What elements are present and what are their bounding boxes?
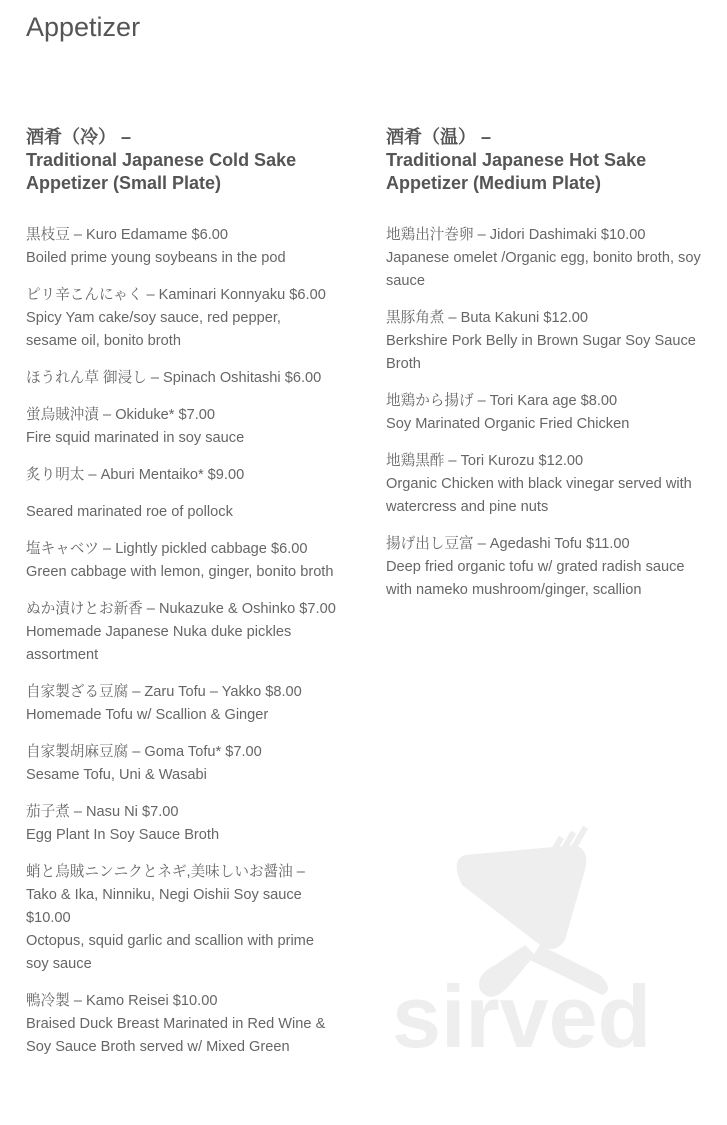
menu-item [386, 224, 704, 293]
menu-item-description: Green cabbage with lemon, ginger, bonito broth [26, 564, 334, 580]
menu-item-description: Braised Duck Breast Marinated in Red Wine & Soy Sauce Broth served w/ Mixed Green [26, 1016, 326, 1055]
menu-item-description: Berkshire Pork Belly in Brown Sugar Soy Sauce Broth [386, 333, 696, 372]
menu-item [26, 538, 336, 584]
menu-item-title: 黒豚角煮 – Buta Kakuni $12.00 [386, 310, 588, 326]
menu-item [26, 681, 336, 727]
menu-item-description: Homemade Tofu w/ Scallion & Ginger [26, 707, 269, 723]
menu-item-title: 蛸と烏賊ニンニクとネギ,美味しいお醤油 – Tako & Ika, Ninniku, Negi Oishii Soy sauce $10.00 [26, 864, 305, 926]
page-title: Appetizer [26, 12, 141, 42]
cold-appetizer-section [26, 126, 336, 1073]
menu-item-title: 茄子煮 – Nasu Ni $7.00 [26, 804, 179, 820]
menu-item [26, 598, 336, 667]
menu-item [386, 533, 704, 602]
menu-item [386, 390, 704, 436]
menu-item [26, 367, 336, 390]
section-heading-en: Traditional Japanese Hot Sake Appetizer (Medium Plate) [386, 150, 647, 193]
menu-item-description: Boiled prime young soybeans in the pod [26, 250, 286, 266]
menu-item-title: 地鶏黒酢 – Tori Kurozu $12.00 [386, 453, 584, 469]
menu-item [26, 990, 336, 1059]
menu-item-list [386, 224, 704, 602]
sirved-watermark-logo [390, 815, 680, 1060]
menu-item [26, 284, 336, 353]
menu-item-description: Organic Chicken with black vinegar served with watercress and pine nuts [386, 476, 692, 515]
menu-item [26, 464, 336, 487]
menu-item [26, 861, 336, 976]
menu-item [26, 224, 336, 270]
menu-item-title: 自家製胡麻豆腐 – Goma Tofu* $7.00 [26, 744, 262, 760]
section-heading [26, 126, 336, 195]
section-heading-jp: 酒肴（冷） – [26, 127, 132, 147]
menu-item-title: 炙り明太 – Aburi Mentaiko* $9.00 [26, 467, 245, 483]
menu-item [386, 307, 704, 376]
menu-item-title: 自家製ざる豆腐 – Zaru Tofu – Yakko $8.00 [26, 684, 302, 700]
menu-item-description: Japanese omelet /Organic egg, bonito broth, soy sauce [386, 250, 701, 289]
menu-item-title: Seared marinated roe of pollock [26, 504, 233, 520]
menu-item-title: 地鶏から揚げ – Tori Kara age $8.00 [386, 393, 618, 409]
menu-item-title: 黒枝豆 – Kuro Edamame $6.00 [26, 227, 228, 243]
menu-item-title: ぬか漬けとお新香 – Nukazuke & Oshinko $7.00 [26, 601, 336, 617]
menu-item-title: 蛍烏賊沖漬 – Okiduke* $7.00 [26, 407, 215, 423]
menu-item-title: 鴨冷製 – Kamo Reisei $10.00 [26, 993, 218, 1009]
section-heading-en: Traditional Japanese Cold Sake Appetizer (Small Plate) [26, 150, 297, 193]
menu-item-description: Sesame Tofu, Uni & Wasabi [26, 767, 207, 783]
menu-item-title: 塩キャベツ – Lightly pickled cabbage $6.00 [26, 541, 308, 557]
menu-item-description: Soy Marinated Organic Fried Chicken [386, 416, 630, 432]
menu-item [26, 741, 336, 787]
menu-item-description: Deep fried organic tofu w/ grated radish sauce with nameko mushroom/ginger, scallion [386, 559, 685, 598]
menu-item [26, 404, 336, 450]
section-heading [386, 126, 704, 195]
menu-item-description: Spicy Yam cake/soy sauce, red pepper, sesame oil, bonito broth [26, 310, 281, 349]
menu-item [386, 450, 704, 519]
watermark-text: sirved [392, 967, 652, 1060]
menu-item-description: Fire squid marinated in soy sauce [26, 430, 245, 446]
hot-appetizer-section [386, 126, 704, 616]
menu-item-description: Homemade Japanese Nuka duke pickles assortment [26, 624, 292, 663]
menu-item-title: ピリ辛こんにゃく – Kaminari Konnyaku $6.00 [26, 287, 326, 303]
menu-item [26, 501, 336, 524]
menu-item-title: 揚げ出し豆富 – Agedashi Tofu $11.00 [386, 536, 630, 552]
menu-item-description: Octopus, squid garlic and scallion with prime soy sauce [26, 933, 314, 972]
menu-item-description: Egg Plant In Soy Sauce Broth [26, 827, 220, 843]
menu-item-title: 地鶏出汁巻卵 – Jidori Dashimaki $10.00 [386, 227, 646, 243]
menu-item-title: ほうれん草 御浸し – Spinach Oshitashi $6.00 [26, 370, 322, 386]
menu-item [26, 801, 336, 847]
menu-item-list [26, 224, 336, 1059]
section-heading-jp: 酒肴（温） – [386, 127, 492, 147]
